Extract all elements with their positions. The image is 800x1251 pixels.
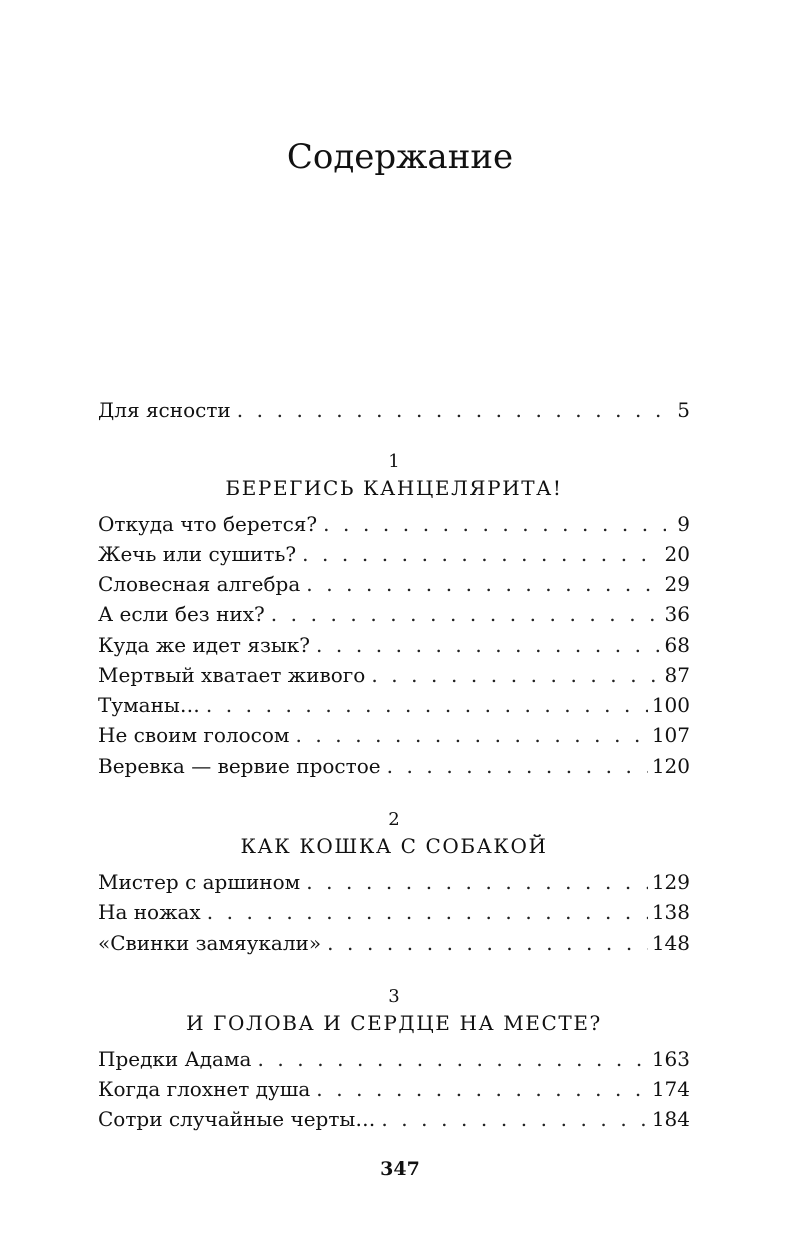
page-title: Содержание	[286, 137, 514, 177]
toc-entry[interactable]	[98, 1104, 690, 1134]
toc-entry[interactable]	[98, 1074, 690, 1104]
dot-leader	[371, 660, 660, 690]
dot-leader	[306, 569, 660, 599]
dot-leader	[257, 1044, 647, 1074]
part-title: КАК КОШКА С СОБАКОЙ	[240, 834, 548, 858]
toc-entry[interactable]	[98, 751, 690, 781]
toc-entry-page: 20	[664, 542, 690, 566]
toc-entry-page: 100	[651, 693, 690, 717]
dot-leader	[306, 867, 648, 897]
part-number: 3	[388, 986, 400, 1007]
dot-leader	[316, 1074, 648, 1104]
toc-entry-page: 5	[677, 398, 690, 422]
toc-entry[interactable]	[98, 1044, 690, 1074]
toc-entry-intro[interactable]	[98, 395, 690, 425]
toc-entry-page: 138	[651, 900, 690, 924]
dot-leader	[316, 630, 661, 660]
toc-entry-label: Для ясности	[98, 398, 231, 422]
toc-entry-label: А если без них?	[98, 602, 265, 626]
toc-entry[interactable]	[98, 569, 690, 599]
toc-entry-page: 129	[651, 870, 690, 894]
toc-entry[interactable]	[98, 897, 690, 927]
toc-entry[interactable]	[98, 690, 690, 720]
toc-entry-label: Словесная алгебра	[98, 572, 301, 596]
toc-entry-page: 120	[651, 754, 690, 778]
toc-entry-label: Жечь или сушить?	[98, 542, 297, 566]
toc-entry[interactable]	[98, 867, 690, 897]
part-title: И ГОЛОВА И СЕРДЦЕ НА МЕСТЕ?	[186, 1011, 602, 1035]
toc-entry-page: 163	[651, 1047, 690, 1071]
dot-leader	[387, 751, 648, 781]
toc-entry-label: На ножах	[98, 900, 201, 924]
toc-entry[interactable]	[98, 660, 690, 690]
toc-entry[interactable]	[98, 599, 690, 629]
toc-entry-page: 36	[664, 602, 690, 626]
toc-entry-label: Мистер с аршином	[98, 870, 301, 894]
toc-entry-page: 148	[651, 931, 690, 955]
part-number: 1	[388, 451, 400, 472]
toc-entry[interactable]	[98, 630, 690, 660]
toc-entry-label: Предки Адама	[98, 1047, 252, 1071]
toc-entry-label: Туманы…	[98, 693, 200, 717]
toc-entry-page: 29	[664, 572, 690, 596]
toc-entry-label: Веревка — вервие простое	[98, 754, 381, 778]
toc-entry-page: 174	[651, 1077, 690, 1101]
dot-leader	[206, 690, 648, 720]
dot-leader	[207, 897, 648, 927]
toc-entry-label: Мертвый хватает живого	[98, 663, 366, 687]
dot-leader	[327, 928, 648, 958]
part-title: БЕРЕГИСЬ КАНЦЕЛЯРИТА!	[225, 476, 563, 500]
toc-entry-label: Куда же идет язык?	[98, 633, 311, 657]
dot-leader	[295, 720, 647, 750]
toc-entry-label: Не своим голосом	[98, 723, 290, 747]
toc-entry-label: «Свинки замяукали»	[98, 931, 322, 955]
part-number: 2	[388, 809, 400, 830]
toc-entry[interactable]	[98, 509, 690, 539]
dot-leader	[381, 1104, 647, 1134]
toc-entry-label: Сотри случайные черты…	[98, 1107, 376, 1131]
dot-leader	[323, 509, 666, 539]
toc-entry-page: 184	[651, 1107, 690, 1131]
dot-leader	[302, 539, 660, 569]
dot-leader	[237, 395, 666, 425]
toc-entry-label: Когда глохнет душа	[98, 1077, 311, 1101]
toc-entry-page: 9	[677, 512, 690, 536]
toc-entry-page: 87	[664, 663, 690, 687]
toc-entry-page: 68	[664, 633, 690, 657]
page-number: 347	[380, 1158, 420, 1180]
toc-entry[interactable]	[98, 539, 690, 569]
dot-leader	[271, 599, 661, 629]
toc-entry-page: 107	[651, 723, 690, 747]
toc-entry-label: Откуда что берется?	[98, 512, 318, 536]
toc-entry[interactable]	[98, 928, 690, 958]
toc-entry[interactable]	[98, 720, 690, 750]
